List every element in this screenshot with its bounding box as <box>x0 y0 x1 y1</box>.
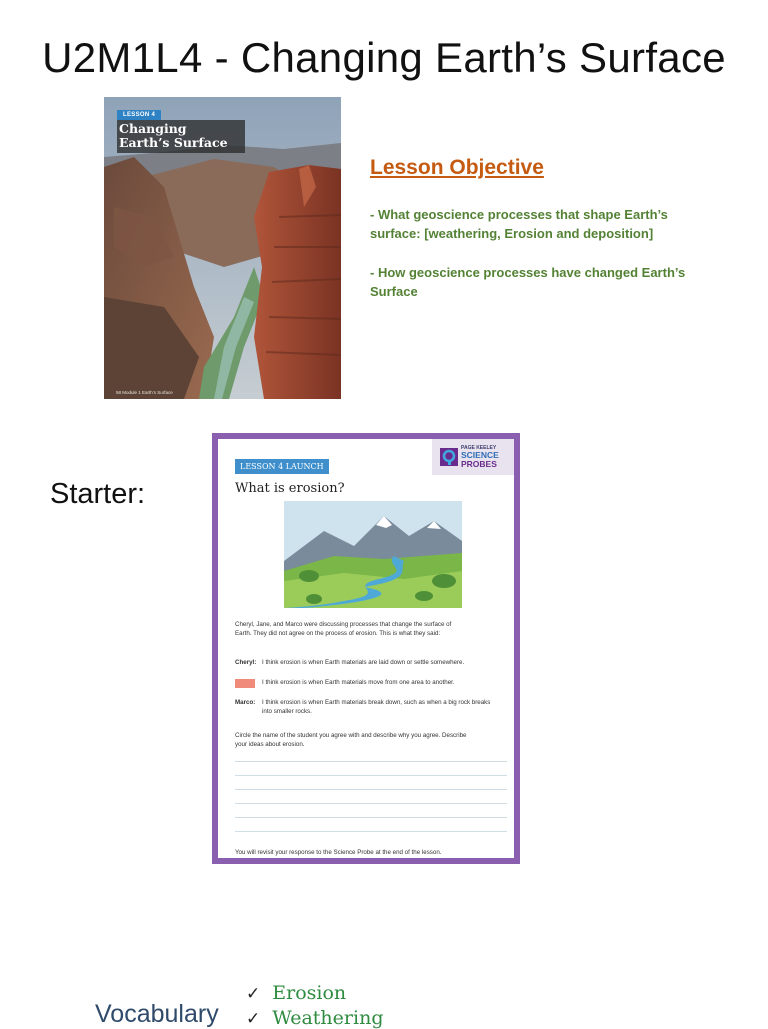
answer-line[interactable] <box>235 761 507 762</box>
probe-instruction: Circle the name of the student you agree with and describe why you agree. Describe your ideas about erosion. <box>235 732 467 748</box>
student-name: Marco: <box>235 699 256 706</box>
science-probe-sheet <box>212 433 520 864</box>
objective-item: - What geoscience processes that shape Earth’s surface: [weathering, Erosion and deposition] <box>370 207 668 241</box>
vocabulary-item <box>246 1007 383 1029</box>
brand-line-probes: PROBES <box>461 459 497 469</box>
objective-item: - How geoscience processes have changed Earth’s Surface <box>370 265 686 299</box>
brand-line-science: SCIENCE <box>461 450 499 460</box>
vocabulary-term: Weathering <box>272 1007 384 1029</box>
cover-lesson-tag: LESSON 4 <box>117 110 161 120</box>
probe-brand-logo <box>432 439 514 475</box>
answer-line[interactable] <box>235 775 507 776</box>
probe-statement <box>235 659 515 677</box>
cover-footer: 58 Module 1 Earth’s Surface <box>116 390 173 395</box>
answer-line[interactable] <box>235 789 507 790</box>
answer-line[interactable] <box>235 803 507 804</box>
probe-statement <box>235 699 515 717</box>
student-statement: I think erosion is when Earth materials are laid down or settle somewhere. <box>262 659 465 666</box>
student-statement: I think erosion is when Earth materials move from one area to another. <box>262 679 455 686</box>
student-name: Jane: <box>237 679 254 686</box>
starter-label: Starter: <box>50 478 146 510</box>
magnifier-logo-icon <box>440 448 458 466</box>
mountain-river-illustration <box>284 501 462 608</box>
student-name: Cheryl: <box>235 659 257 666</box>
probe-statement <box>235 679 515 697</box>
student-statement: I think erosion is when Earth materials break down, such as when a big rock breaks into smaller rocks. <box>262 699 491 715</box>
brand-small-text: PAGE KEELEY <box>461 445 497 451</box>
check-icon: ✓ <box>246 984 261 1004</box>
answer-line[interactable] <box>235 831 507 832</box>
probe-intro: Cheryl, Jane, and Marco were discussing processes that change the surface of Earth. They did not agree on the process of erosion. This is what they said: <box>235 621 452 637</box>
probe-launch-tag: LESSON 4 LAUNCH <box>235 459 329 474</box>
vocabulary-label: Vocabulary <box>95 1000 219 1028</box>
vocabulary-item <box>246 982 346 1004</box>
probe-footer: You will revisit your response to the Science Probe at the end of the lesson. <box>235 849 442 856</box>
check-icon: ✓ <box>246 1009 261 1029</box>
answer-line[interactable] <box>235 817 507 818</box>
vocabulary-term: Erosion <box>272 982 347 1004</box>
probe-question: What is erosion? <box>235 481 345 496</box>
cover-title: Changing Earth’s Surface <box>117 120 245 153</box>
lesson-cover-image <box>104 97 341 399</box>
objective-heading: Lesson Objective <box>370 156 544 179</box>
page-title: U2M1L4 - Changing Earth’s Surface <box>42 34 726 81</box>
